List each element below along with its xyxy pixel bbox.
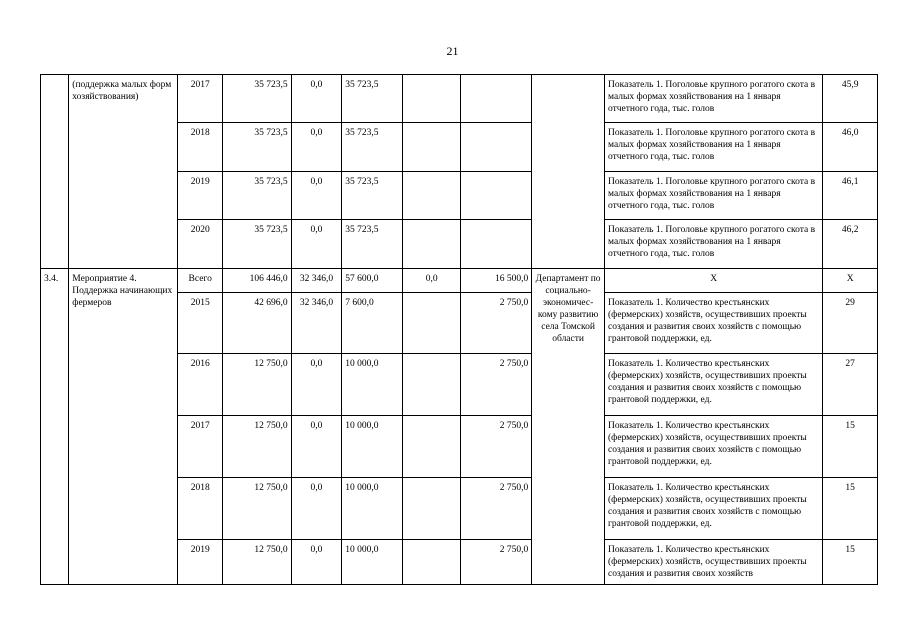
indicator-value-cell: 46,2 xyxy=(823,220,878,269)
local-cell xyxy=(402,75,461,123)
regional-cell: 10 000,0 xyxy=(342,478,403,540)
regional-cell: 10 000,0 xyxy=(342,416,403,478)
local-cell xyxy=(402,123,461,172)
year-cell: 2015 xyxy=(178,293,222,354)
indicator-value-cell: Х xyxy=(823,269,878,293)
total-cell: 12 750,0 xyxy=(222,354,291,416)
extra-cell: 2 750,0 xyxy=(461,293,532,354)
indicator-value-cell: 15 xyxy=(823,478,878,540)
federal-cell: 32 346,0 xyxy=(291,269,342,293)
indicator-cell: Показатель 1. Поголовье крупного рогатого скота в малых формах хозяйствования на 1 января отчетного года, тыс. голов xyxy=(605,220,823,269)
regional-cell: 10 000,0 xyxy=(342,540,403,585)
local-cell xyxy=(402,354,461,416)
year-cell: 2016 xyxy=(178,354,222,416)
regional-cell: 35 723,5 xyxy=(342,75,403,123)
row-number-cell xyxy=(41,75,69,269)
local-cell: 0,0 xyxy=(402,269,461,293)
extra-cell: 2 750,0 xyxy=(461,354,532,416)
regional-cell: 7 600,0 xyxy=(342,293,403,354)
indicator-cell: Показатель 1. Количество крестьянских (фермерских) хозяйств, осуществивших проекты создания и развития своих хозяйств с помощью грантовой поддержки, ед. xyxy=(605,416,823,478)
indicator-cell: Показатель 1. Поголовье крупного рогатого скота в малых формах хозяйствования на 1 января отчетного года, тыс. голов xyxy=(605,123,823,172)
local-cell xyxy=(402,416,461,478)
executor-cell: Департамент по социально-экономичес-кому развитию села Томской области xyxy=(532,269,605,585)
federal-cell: 32 346,0 xyxy=(291,293,342,354)
year-cell: Всего xyxy=(178,269,222,293)
measure-name-cell: Мероприятие 4. Поддержка начинающих фермеров xyxy=(69,269,178,585)
year-cell: 2017 xyxy=(178,75,222,123)
federal-cell: 0,0 xyxy=(291,75,342,123)
indicator-cell: Показатель 1. Поголовье крупного рогатого скота в малых формах хозяйствования на 1 января отчетного года, тыс. голов xyxy=(605,75,823,123)
federal-cell: 0,0 xyxy=(291,220,342,269)
federal-cell: 0,0 xyxy=(291,172,342,220)
local-cell xyxy=(402,293,461,354)
indicator-value-cell: 15 xyxy=(823,416,878,478)
indicator-value-cell: 46,0 xyxy=(823,123,878,172)
program-table xyxy=(40,74,878,585)
executor-cell xyxy=(532,75,605,269)
total-cell: 35 723,5 xyxy=(222,123,291,172)
indicator-value-cell: 45,9 xyxy=(823,75,878,123)
row-number-cell: 3.4. xyxy=(41,269,69,585)
indicator-cell: Показатель 1. Количество крестьянских (фермерских) хозяйств, осуществивших проекты создания и развития своих хозяйств с помощью грантовой поддержки, ед. xyxy=(605,354,823,416)
federal-cell: 0,0 xyxy=(291,416,342,478)
local-cell xyxy=(402,478,461,540)
regional-cell: 10 000,0 xyxy=(342,354,403,416)
local-cell xyxy=(402,172,461,220)
regional-cell: 35 723,5 xyxy=(342,172,403,220)
extra-cell: 2 750,0 xyxy=(461,540,532,585)
federal-cell: 0,0 xyxy=(291,540,342,585)
indicator-value-cell: 29 xyxy=(823,293,878,354)
extra-cell: 2 750,0 xyxy=(461,416,532,478)
year-cell: 2017 xyxy=(178,416,222,478)
measure-name-cell: (поддержка малых форм хозяйствования) xyxy=(69,75,178,269)
indicator-cell: Показатель 1. Количество крестьянских (фермерских) хозяйств, осуществивших проекты создания и развития своих хозяйств xyxy=(605,540,823,585)
table-row xyxy=(41,75,878,123)
page-number: 21 xyxy=(446,44,459,58)
total-cell: 35 723,5 xyxy=(222,75,291,123)
indicator-cell: Х xyxy=(605,269,823,293)
year-cell: 2018 xyxy=(178,478,222,540)
extra-cell xyxy=(461,123,532,172)
total-cell: 12 750,0 xyxy=(222,540,291,585)
year-cell: 2018 xyxy=(178,123,222,172)
extra-cell: 2 750,0 xyxy=(461,478,532,540)
year-cell: 2019 xyxy=(178,172,222,220)
regional-cell: 35 723,5 xyxy=(342,123,403,172)
total-cell: 35 723,5 xyxy=(222,220,291,269)
extra-cell: 16 500,0 xyxy=(461,269,532,293)
total-cell: 12 750,0 xyxy=(222,416,291,478)
indicator-value-cell: 15 xyxy=(823,540,878,585)
table-row xyxy=(41,269,878,293)
local-cell xyxy=(402,540,461,585)
extra-cell xyxy=(461,75,532,123)
indicator-value-cell: 27 xyxy=(823,354,878,416)
federal-cell: 0,0 xyxy=(291,123,342,172)
federal-cell: 0,0 xyxy=(291,478,342,540)
indicator-cell: Показатель 1. Количество крестьянских (фермерских) хозяйств, осуществивших проекты создания и развития своих хозяйств с помощью грантовой поддержки, ед. xyxy=(605,293,823,354)
total-cell: 35 723,5 xyxy=(222,172,291,220)
extra-cell xyxy=(461,220,532,269)
year-cell: 2020 xyxy=(178,220,222,269)
federal-cell: 0,0 xyxy=(291,354,342,416)
local-cell xyxy=(402,220,461,269)
indicator-cell: Показатель 1. Поголовье крупного рогатого скота в малых формах хозяйствования на 1 января отчетного года, тыс. голов xyxy=(605,172,823,220)
total-cell: 42 696,0 xyxy=(222,293,291,354)
total-cell: 12 750,0 xyxy=(222,478,291,540)
regional-cell: 57 600,0 xyxy=(342,269,403,293)
regional-cell: 35 723,5 xyxy=(342,220,403,269)
indicator-cell: Показатель 1. Количество крестьянских (фермерских) хозяйств, осуществивших проекты создания и развития своих хозяйств с помощью грантовой поддержки, ед. xyxy=(605,478,823,540)
total-cell: 106 446,0 xyxy=(222,269,291,293)
extra-cell xyxy=(461,172,532,220)
year-cell: 2019 xyxy=(178,540,222,585)
indicator-value-cell: 46,1 xyxy=(823,172,878,220)
